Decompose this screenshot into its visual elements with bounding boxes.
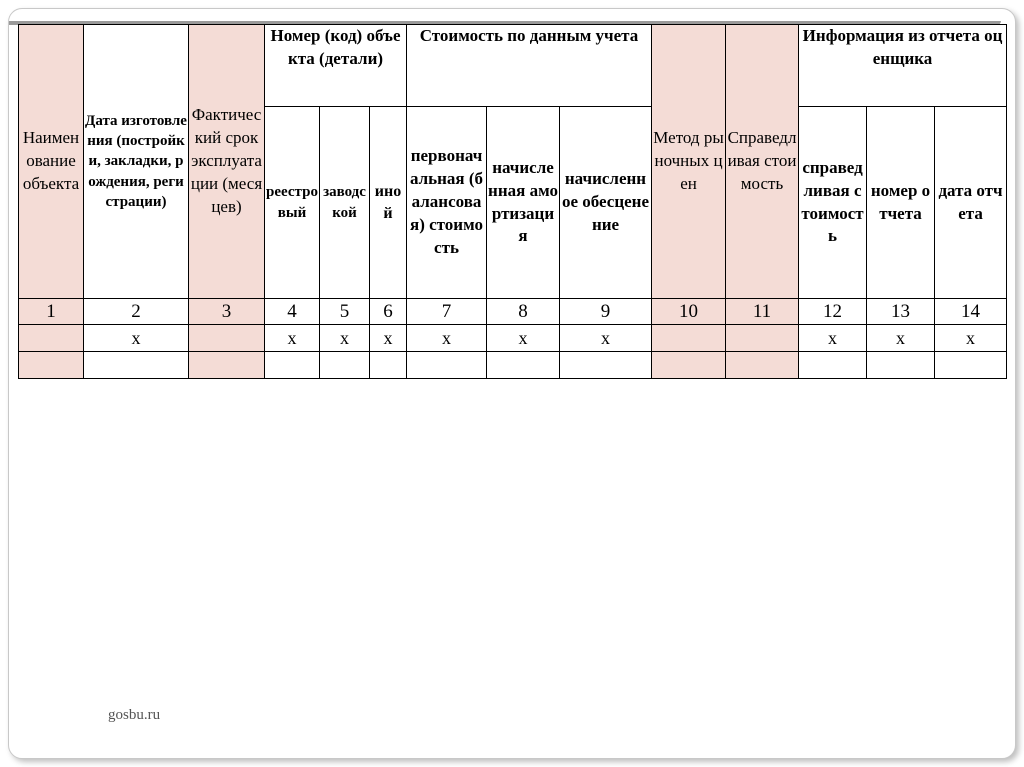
table-cell xyxy=(320,352,370,379)
table-cell: x xyxy=(320,325,370,352)
table-cell xyxy=(799,352,867,379)
header-report-number: номер отчета xyxy=(867,107,935,299)
header-fair-value: Справедливая стоимость xyxy=(726,25,799,299)
column-number: 12 xyxy=(799,299,867,325)
table-cell: x xyxy=(407,325,487,352)
asset-valuation-table xyxy=(18,24,1007,379)
table-cell: x xyxy=(370,325,407,352)
header-registry: реестровый xyxy=(265,107,320,299)
table-cell xyxy=(84,352,189,379)
footer-source: gosbu.ru xyxy=(108,707,161,723)
header-appraiser-group: Информация из отчета оценщика xyxy=(799,25,1007,107)
table-cell: x xyxy=(867,325,935,352)
header-market-method: Метод рыночных цен xyxy=(652,25,726,299)
table-cell xyxy=(652,352,726,379)
header-object-number-group: Номер (код) объекта (детали) xyxy=(265,25,407,107)
header-accounting-group: Стоимость по данным учета xyxy=(407,25,652,107)
column-number: 9 xyxy=(560,299,652,325)
column-number-row xyxy=(19,299,1007,325)
header-other: иной xyxy=(370,107,407,299)
header-service-life: Фактический срок эксплуатации (месяцев) xyxy=(189,25,265,299)
column-number: 1 xyxy=(19,299,84,325)
table-cell: x xyxy=(935,325,1007,352)
table-cell xyxy=(560,352,652,379)
column-number: 8 xyxy=(487,299,560,325)
header-impairment: начисленное обесценение xyxy=(560,107,652,299)
table-cell xyxy=(726,325,799,352)
table-cell xyxy=(370,352,407,379)
header-initial-cost: первоначальная (балансовая) стоимость xyxy=(407,107,487,299)
header-manufacture-date: Дата изготовления (постройки, закладки, рождения, регистрации) xyxy=(84,25,189,299)
column-number: 11 xyxy=(726,299,799,325)
table-cell xyxy=(867,352,935,379)
table-cell: x xyxy=(265,325,320,352)
column-number: 13 xyxy=(867,299,935,325)
header-report-date: дата отчета xyxy=(935,107,1007,299)
header-name: Наименование объекта xyxy=(19,25,84,299)
table-cell xyxy=(652,325,726,352)
header-depreciation: начисленная амортизация xyxy=(487,107,560,299)
column-number: 14 xyxy=(935,299,1007,325)
table-cell: x xyxy=(487,325,560,352)
table-cell xyxy=(935,352,1007,379)
table-cell xyxy=(265,352,320,379)
table-cell xyxy=(189,325,265,352)
table-cell: x xyxy=(560,325,652,352)
table-cell: x xyxy=(799,325,867,352)
table-cell xyxy=(19,325,84,352)
column-number: 2 xyxy=(84,299,189,325)
header-row-1 xyxy=(19,25,1007,107)
table-cell xyxy=(487,352,560,379)
column-number: 3 xyxy=(189,299,265,325)
table-cell xyxy=(726,352,799,379)
header-appraiser-fair-value: справедливая стоимость xyxy=(799,107,867,299)
column-number: 4 xyxy=(265,299,320,325)
column-number: 10 xyxy=(652,299,726,325)
column-number: 6 xyxy=(370,299,407,325)
table-row xyxy=(19,325,1007,352)
column-number: 5 xyxy=(320,299,370,325)
column-number: 7 xyxy=(407,299,487,325)
table-cell xyxy=(19,352,84,379)
header-factory: заводской xyxy=(320,107,370,299)
table-cell xyxy=(407,352,487,379)
table-cell xyxy=(189,352,265,379)
table-cell: x xyxy=(84,325,189,352)
table-row xyxy=(19,352,1007,379)
